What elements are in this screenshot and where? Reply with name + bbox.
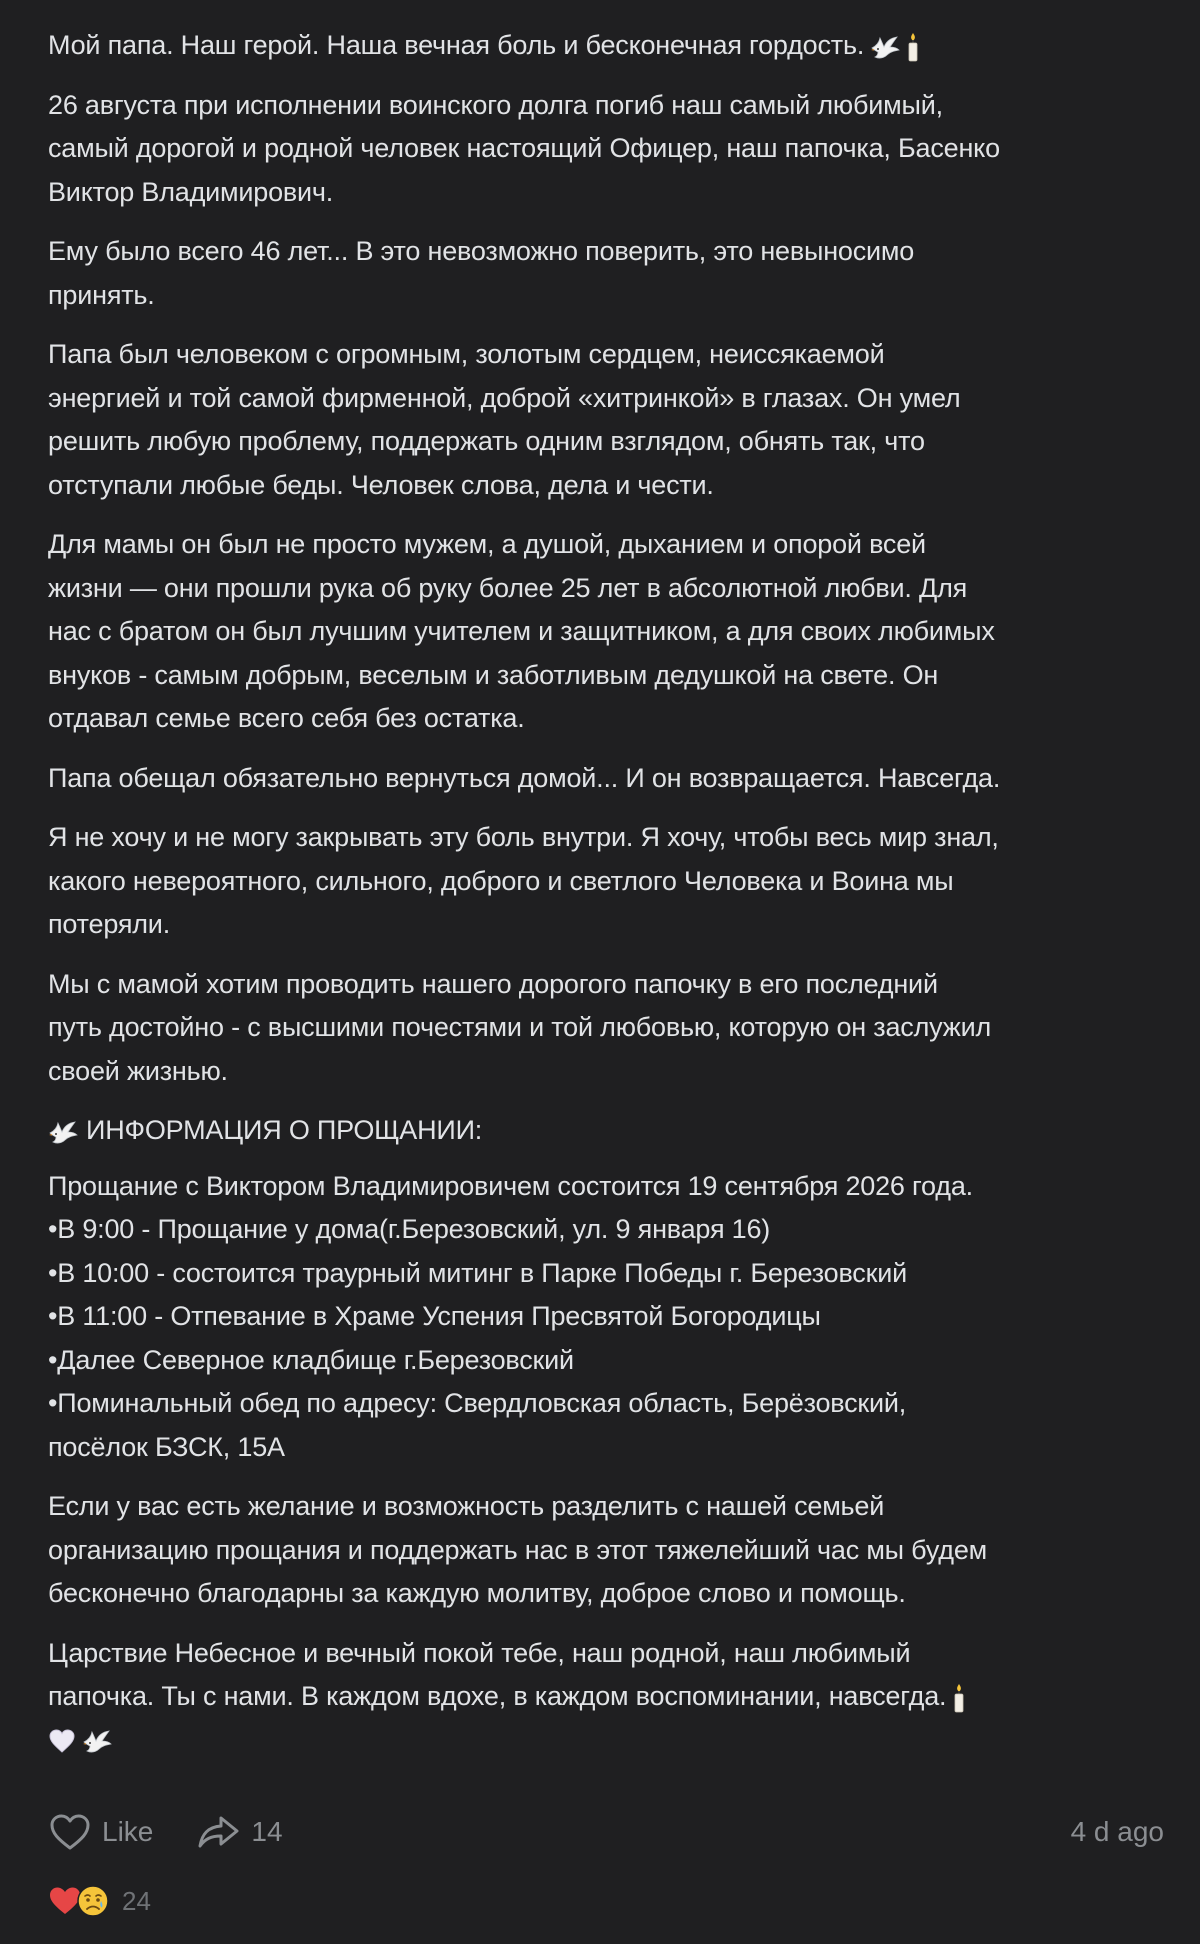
paragraph-8 bbox=[48, 1485, 1158, 1616]
text-line: бесконечно благодарны за каждую молитву, доброе слово и помощь. bbox=[48, 1578, 906, 1608]
share-count: 14 bbox=[251, 1816, 283, 1847]
text-line: нас с братом он был лучшим учителем и защитником, а для своих любимых bbox=[48, 616, 995, 646]
text-line: Папа обещал обязательно вернуться домой... И он возвращается. Навсегда. bbox=[48, 762, 1001, 793]
share-arrow-icon bbox=[197, 1812, 241, 1852]
paragraph-9 bbox=[48, 1632, 1158, 1763]
text-line: самый дорогой и родной человек настоящий Офицер, наш папочка, Басенко bbox=[48, 133, 1000, 163]
white-heart-icon bbox=[48, 1728, 76, 1754]
text-line: своей жизнью. bbox=[48, 1055, 228, 1086]
text-line: внуков - самым добрым, веселым и заботливым дедушкой на свете. Он bbox=[48, 659, 939, 690]
text-line: Виктор Владимирович. bbox=[48, 176, 334, 207]
paragraph-7 bbox=[48, 963, 1158, 1094]
text-line: организацию прощания и поддержать нас в этот тяжелейший час мы будем bbox=[48, 1534, 987, 1565]
text-line: путь достойно - с высшими почестями и той любовью, которую он заслужил bbox=[48, 1012, 992, 1042]
text-line: энергией и той самой фирменной, доброй «хитринкой» в глазах. Он умел bbox=[48, 382, 961, 413]
candle-icon bbox=[906, 32, 920, 62]
like-button[interactable] bbox=[48, 1812, 153, 1852]
post-timestamp: 4 d ago bbox=[1070, 1816, 1164, 1847]
post-title-text: Мой папа. Наш герой. Наша вечная боль и бесконечная гордость. bbox=[48, 30, 865, 60]
dove-icon bbox=[82, 1728, 112, 1754]
text-line: Мы с мамой хотим проводить нашего дорогого папочку в его последний bbox=[48, 968, 938, 999]
post-title bbox=[48, 24, 1158, 68]
post-footer bbox=[48, 1808, 1164, 1856]
text-line: принять. bbox=[48, 279, 155, 310]
text-line: Я не хочу и не могу закрывать эту боль внутри. Я хочу, чтобы весь мир знал, bbox=[48, 822, 999, 852]
text-line-with-emoji bbox=[48, 1675, 1158, 1719]
text-line: жизни — они прошли рука об руку более 25 лет в абсолютной любви. Для bbox=[48, 572, 968, 603]
sad-face-icon bbox=[76, 1884, 110, 1918]
schedule-item: •Поминальный обед по адресу: Свердловская область, Берёзовский, bbox=[48, 1388, 907, 1418]
share-button[interactable] bbox=[197, 1812, 282, 1852]
post-body bbox=[48, 24, 1158, 1778]
text-line: Для мамы он был не просто мужем, а душой, дыханием и опорой всей bbox=[48, 529, 926, 559]
reactions-summary[interactable] bbox=[48, 1884, 151, 1918]
schedule-item: •Далее Северное кладбище г.Березовский bbox=[48, 1344, 574, 1375]
candle-icon bbox=[952, 1683, 966, 1713]
paragraph-6 bbox=[48, 816, 1158, 947]
paragraph-4 bbox=[48, 523, 1158, 741]
schedule-item: •В 9:00 - Прощание у дома(г.Березовский, ул. 9 января 16) bbox=[48, 1214, 771, 1244]
text-line: Царствие Небесное и вечный покой тебе, наш родной, наш любимый bbox=[48, 1637, 911, 1668]
schedule-list bbox=[48, 1165, 1158, 1470]
info-heading-text: ИНФОРМАЦИЯ О ПРОЩАНИИ: bbox=[86, 1115, 483, 1145]
reaction-icons bbox=[48, 1884, 110, 1918]
text-line: 26 августа при исполнении воинского долга погиб наш самый любимый, bbox=[48, 89, 943, 120]
text-line: Папа был человеком с огромным, золотым сердцем, неиссякаемой bbox=[48, 339, 885, 369]
text-line: отступали любые беды. Человек слова, дела и чести. bbox=[48, 469, 714, 500]
schedule-item: •В 10:00 - состоится траурный митинг в Парке Победы г. Березовский bbox=[48, 1257, 907, 1288]
paragraph-5 bbox=[48, 757, 1158, 801]
paragraph-1 bbox=[48, 84, 1158, 215]
schedule-item: посёлок БЗСК, 15А bbox=[48, 1431, 285, 1462]
heart-outline-icon bbox=[48, 1812, 92, 1852]
info-heading bbox=[48, 1109, 1158, 1153]
text-line: какого невероятного, сильного, доброго и светлого Человека и Воина мы bbox=[48, 865, 954, 896]
closing-emojis bbox=[48, 1719, 1158, 1763]
text-line: Если у вас есть желание и возможность разделить с нашей семьей bbox=[48, 1491, 885, 1521]
paragraph-2 bbox=[48, 230, 1158, 317]
text-line: папочка. Ты с нами. В каждом вдохе, в каждом воспоминании, навсегда. bbox=[48, 1681, 947, 1711]
dove-icon bbox=[48, 1119, 78, 1145]
text-line: потеряли. bbox=[48, 909, 170, 939]
schedule-item: •В 11:00 - Отпевание в Храме Успения Пресвятой Богородицы bbox=[48, 1301, 821, 1331]
dove-icon bbox=[870, 34, 900, 60]
text-line: Ему было всего 46 лет... В это невозможно поверить, это невыносимо bbox=[48, 236, 915, 266]
schedule-item: Прощание с Виктором Владимировичем состоится 19 сентября 2026 года. bbox=[48, 1170, 973, 1201]
text-line: отдавал семье всего себя без остатка. bbox=[48, 703, 525, 733]
reaction-count: 24 bbox=[122, 1885, 151, 1916]
like-label: Like bbox=[102, 1816, 154, 1847]
paragraph-3 bbox=[48, 333, 1158, 507]
text-line: решить любую проблему, поддержать одним взглядом, обнять так, что bbox=[48, 426, 925, 456]
